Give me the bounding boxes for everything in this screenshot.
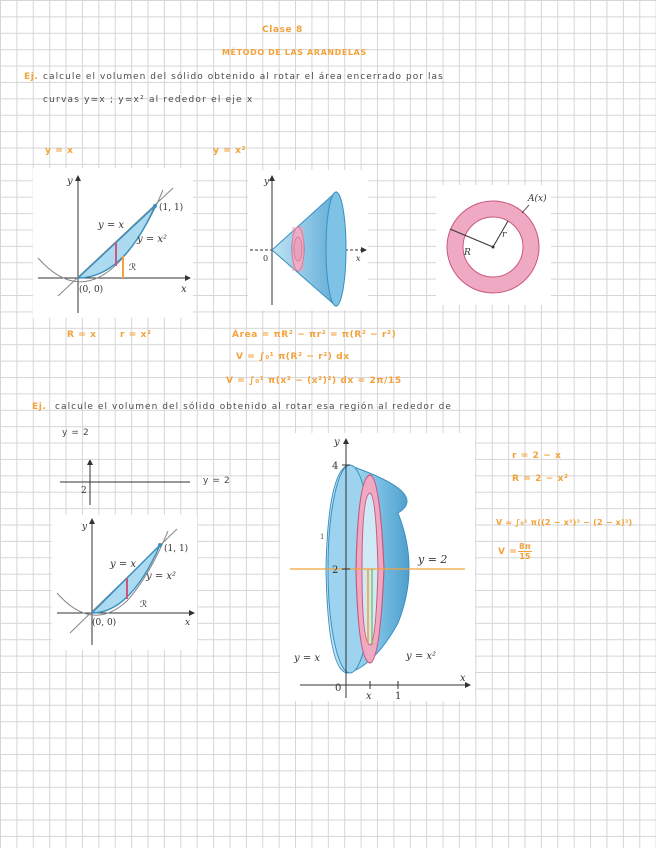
fig5-tick-x: x	[366, 691, 372, 701]
fig5-tick-4: 4	[332, 461, 339, 472]
fig2-y-axis-label: y	[264, 177, 270, 187]
page-subtitle: MÉTODO DE LAS ARANDELAS	[222, 48, 367, 57]
problem2-R-label: R = 2 − x²	[512, 474, 569, 484]
problem2-r-label: r = 2 − x	[512, 451, 562, 461]
problem2-volume-integral: V = ∫₀¹ π((2 − x²)² − (2 − x)²)	[496, 518, 633, 527]
fig5-line-label: y = 2	[418, 553, 448, 566]
fig4-region: ℛ	[140, 600, 148, 610]
fig1-y-axis-label: y	[67, 176, 73, 187]
small-graph-line-label: y = 2	[203, 476, 231, 486]
problem1-tag: Ej.	[24, 72, 39, 82]
fig1-curve1-label: y = x	[98, 220, 125, 231]
fig1-x-axis-label: x	[181, 284, 187, 295]
fig5-tick-2: 2	[332, 565, 339, 576]
fig5-tick-0: 0	[335, 683, 342, 694]
fig4-point-end: (1, 1)	[164, 544, 189, 554]
fig3-label-r: r	[502, 230, 507, 240]
problem1-r-label: r = x²	[120, 330, 152, 340]
small-graph-axis-value: 2	[81, 486, 87, 496]
problem2-line1: calcule el volumen del sólido obtenido al rotar esa región al rededor de	[55, 402, 452, 412]
figure-region-graph-2	[52, 515, 197, 650]
fig4-y-axis-label: y	[82, 522, 88, 532]
figure-solid-about-y2	[280, 433, 475, 701]
fig4-curve1-label: y = x	[110, 559, 137, 570]
fig4-x-axis-label: x	[185, 618, 191, 628]
fig5-curve2-label: y = x²	[406, 651, 437, 662]
fig1-origin: (0, 0)	[79, 285, 104, 295]
fig5-tick-1: 1	[395, 691, 402, 701]
fig5-curve1-label: y = x	[294, 653, 321, 664]
label-y-equals-x2: y = x²	[213, 146, 247, 156]
problem2-volume-prefix: V =	[498, 547, 518, 557]
problem2-tag: Ej.	[32, 402, 47, 412]
fig5-small-label: 1	[320, 533, 325, 541]
problem1-line2: curvas y=x ; y=x² al rededor el eje x	[43, 95, 254, 105]
problem2-volume-fraction	[518, 542, 532, 561]
figure-washer-cross-section	[436, 185, 551, 305]
fig1-point-end: (1, 1)	[159, 203, 184, 213]
problem1-R-label: R = x	[67, 330, 97, 340]
problem2-volume-denominator: 15	[519, 552, 531, 561]
figure-solid-revolution	[248, 170, 368, 310]
problem1-volume-integral: V = ∫₀¹ π(R² − r²) dx	[236, 352, 350, 362]
problem2-volume-numerator: 8π	[519, 542, 531, 551]
problem1-volume-result: V = ∫₀¹ π(x² − (x²)²) dx = 2π/15	[226, 376, 402, 386]
fig2-x-axis-label: x	[356, 254, 361, 263]
fig4-curve2-label: y = x²	[146, 571, 177, 582]
page-title: Clase 8	[262, 25, 303, 35]
problem1-area: Área = πR² − πr² = π(R² − r²)	[232, 330, 397, 340]
fig1-curve2-label: y = x²	[137, 234, 168, 245]
figure-region-graph	[33, 168, 193, 318]
fig4-origin: (0, 0)	[92, 618, 117, 628]
fig3-label-A: A(x)	[528, 194, 547, 204]
fig2-origin: 0	[263, 254, 269, 263]
fig5-y-axis-label: y	[334, 437, 340, 448]
fig5-x-axis-label: x	[460, 673, 466, 684]
problem2-line2: y = 2	[62, 428, 90, 438]
fig1-region: ℛ	[129, 263, 137, 273]
problem1-line1: calcule el volumen del sólido obtenido al rotar el área encerrado por las	[43, 72, 444, 82]
fig3-label-R: R	[464, 248, 471, 258]
label-y-equals-x: y = x	[45, 146, 74, 156]
